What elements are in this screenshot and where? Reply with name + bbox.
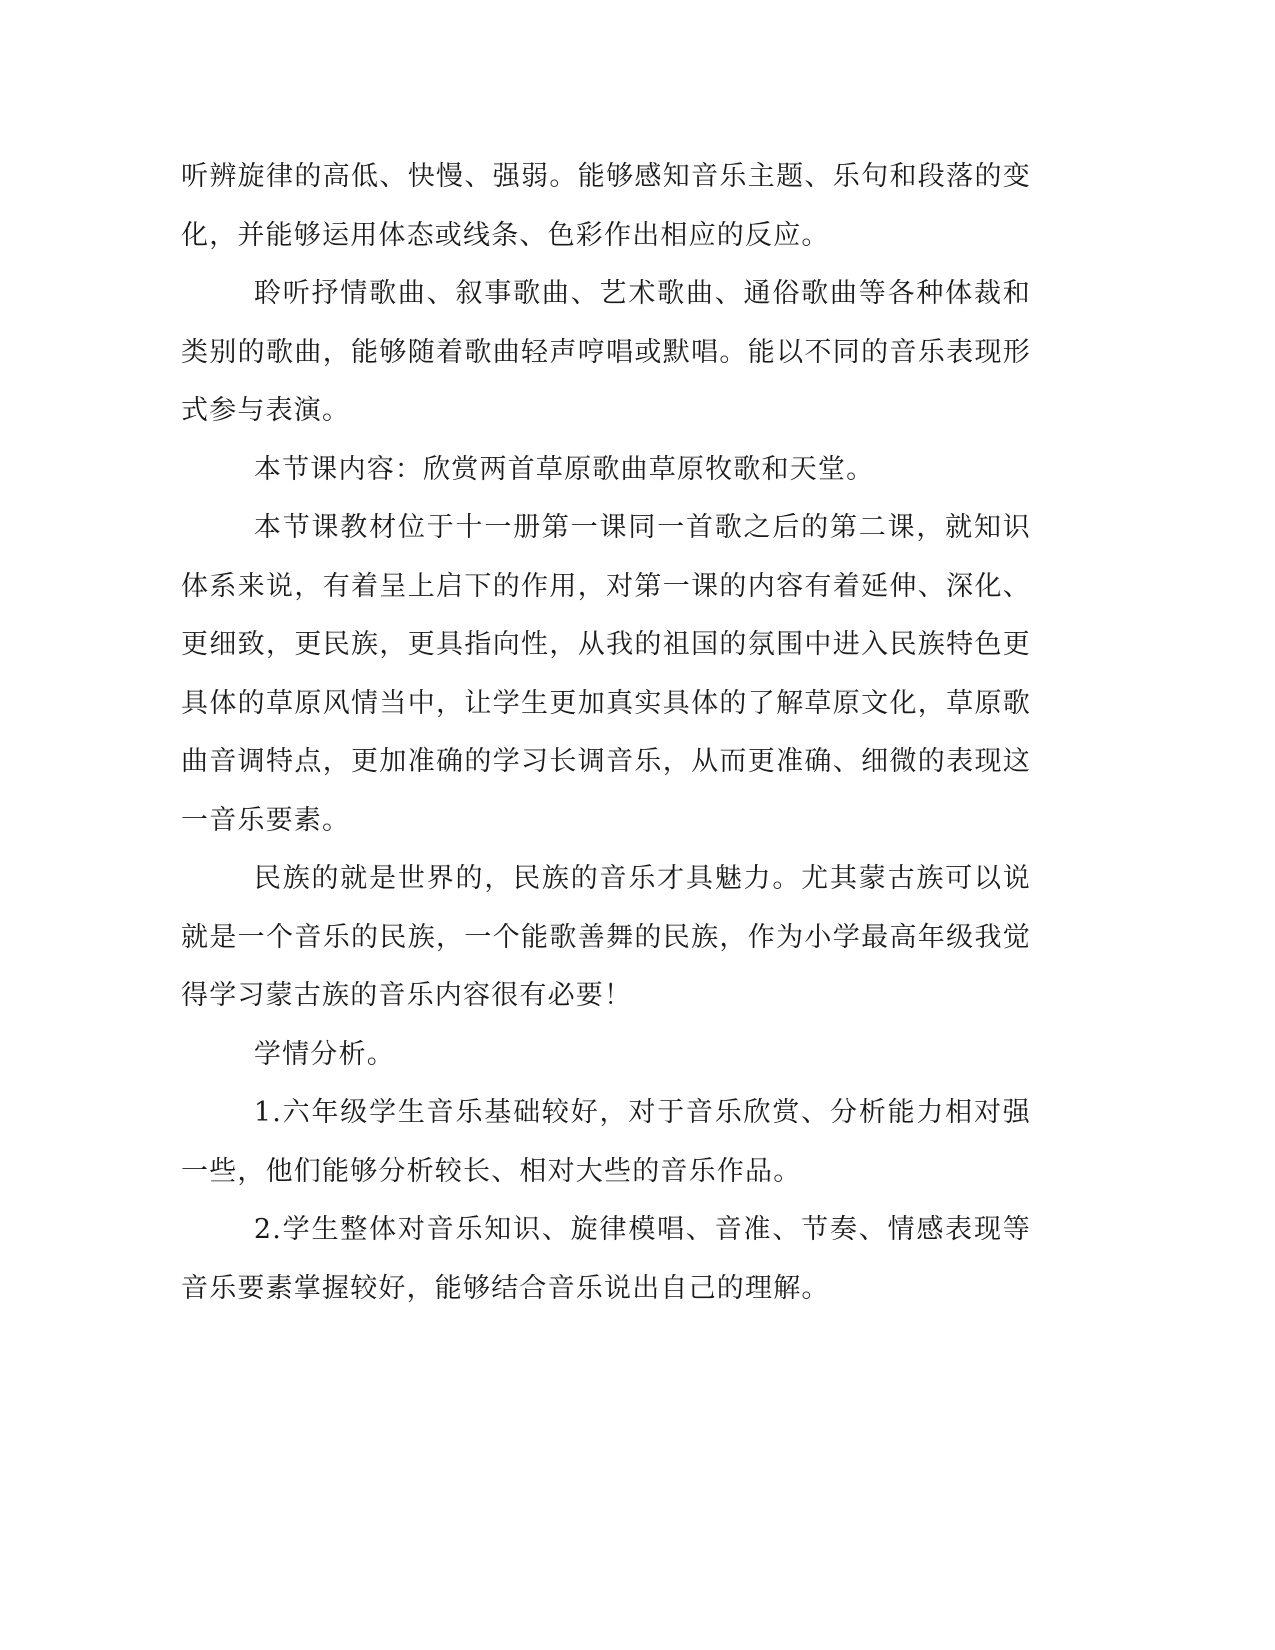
paragraph-textbook-position: 本节课教材位于十一册第一课同一首歌之后的第二课，就知识体系来说，有着呈上启下的作用，对第一课的内容有着延伸、深化、更细致，更民族，更具指向性，从我的祖国的氛围中进入民族特色更具体的草原风情当中，让学生更加真实具体的了解草原文化，草原歌曲音调特点，更加准确的学习长调音乐，从而更准确、细微的表现这一音乐要素。 <box>181 512 1031 836</box>
paragraph-listening-songs: 聆听抒情歌曲、叙事歌曲、艺术歌曲、通俗歌曲等各种体裁和类别的歌曲，能够随着歌曲轻声哼唱或默唱。能以不同的音乐表现形式参与表演。 <box>181 278 1031 426</box>
paragraph-lesson-content: 本节课内容：欣赏两首草原歌曲草原牧歌和天堂。 <box>253 453 875 485</box>
paragraph-analysis-item-1: 1.六年级学生音乐基础较好，对于音乐欣赏、分析能力相对强一些，他们能够分析较长、相对大些的音乐作品。 <box>181 1097 1031 1187</box>
paragraph-analysis-item-2: 2.学生整体对音乐知识、旋律模唱、音准、节奏、情感表现等音乐要素掌握较好，能够结合音乐说出自己的理解。 <box>181 1214 1031 1304</box>
paragraph-continuation: 听辨旋律的高低、快慢、强弱。能够感知音乐主题、乐句和段落的变化，并能够运用体态或线条、色彩作出相应的反应。 <box>181 161 1031 251</box>
paragraph-ethnic-music: 民族的就是世界的，民族的音乐才具魅力。尤其蒙古族可以说就是一个音乐的民族，一个能歌善舞的民族，作为小学最高年级我觉得学习蒙古族的音乐内容很有必要！ <box>181 863 1031 1011</box>
document-body <box>181 148 1031 1318</box>
paragraph-student-analysis-heading: 学情分析。 <box>253 1038 395 1070</box>
